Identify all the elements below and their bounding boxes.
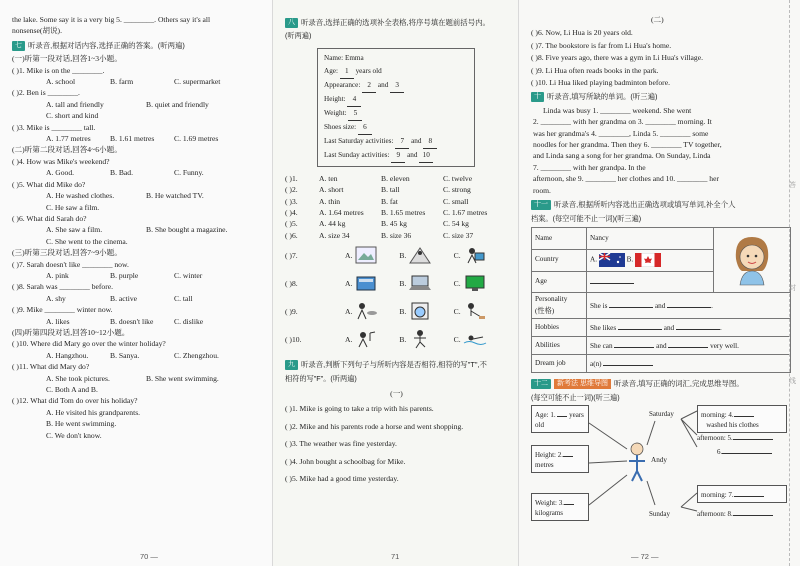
section-11-header bbox=[531, 199, 790, 210]
mind-sunday-label: Sunday bbox=[649, 509, 670, 518]
answer-options bbox=[12, 384, 262, 395]
answer-option[interactable]: C. Funny. bbox=[174, 168, 204, 178]
answer-option[interactable]: B. He went swimming. bbox=[46, 419, 117, 429]
nancy-profile-table bbox=[531, 227, 791, 373]
true-false-item: ( )6. Now, Li Hua is 20 years old. bbox=[531, 28, 633, 38]
picture-question-10: ( )10. A. B. C. bbox=[285, 325, 508, 353]
section-12-header bbox=[531, 378, 790, 389]
answer-options bbox=[12, 76, 262, 87]
mind-map bbox=[531, 405, 790, 525]
answer-option[interactable]: B. He watched TV. bbox=[146, 191, 204, 201]
choice-question-row: ( )2. A. short B. tall C. strong bbox=[285, 184, 508, 195]
answer-option[interactable]: B. Sanya. bbox=[110, 350, 140, 360]
table-row: Dream job a(n) bbox=[532, 355, 791, 373]
profile-name: Name: Emma bbox=[324, 53, 364, 62]
section-title-cont: 相符的写"F"。(听两遍) bbox=[285, 373, 357, 383]
part-title: (四)听第四段对话,回答10~12小题。 bbox=[12, 327, 130, 337]
question: ( )6. What did Sarah do? bbox=[12, 213, 87, 223]
section-title: 听录音,根据对话内容,选择正确的答案。(听两遍) bbox=[28, 40, 185, 50]
choice-question-row: ( )1. A. ten B. eleven C. twelve bbox=[285, 173, 508, 184]
profile-age: Age: 1 years old bbox=[324, 65, 468, 79]
answer-options bbox=[12, 373, 262, 384]
question: ( )4. How was Mike's weekend? bbox=[12, 156, 110, 166]
true-false-item: ( )2. Mike and his parents rode a horse and went shopping. bbox=[285, 421, 464, 431]
text-line: the lake. Some say it is a very big 5. ________. Others say it's all bbox=[12, 15, 211, 24]
answer-option[interactable]: B. size 36 bbox=[381, 230, 412, 240]
swimming-icon bbox=[463, 329, 487, 349]
question: ( )10. Where did Mary go over the winter holiday? bbox=[12, 339, 166, 349]
part-title: (二)听第二段对话,回答4~6小题。 bbox=[12, 145, 122, 155]
answer-option[interactable]: C. size 37 bbox=[443, 230, 474, 240]
picture-question-7: ( )7. A. B. C. bbox=[285, 241, 508, 269]
answer-options bbox=[12, 202, 262, 213]
answer-option[interactable]: B. 45 kg bbox=[381, 219, 407, 229]
section-note: (听两遍) bbox=[285, 31, 312, 41]
answer-option[interactable]: A. tall and friendly bbox=[46, 99, 104, 109]
answer-option[interactable]: C. small bbox=[443, 196, 469, 206]
answer-options bbox=[12, 190, 262, 201]
answer-options bbox=[12, 167, 262, 178]
part-title: (三)听第三段对话,回答7~9小题。 bbox=[12, 248, 122, 258]
answer-option[interactable]: A. 1.77 metres bbox=[46, 134, 91, 144]
question: ( )5. What did Mike do? bbox=[12, 179, 86, 189]
table-row: Abilities She can and very well. bbox=[532, 337, 791, 355]
section-number-badge: 十 bbox=[531, 92, 544, 102]
true-false-item: ( )4. John bought a schoolbag for Mike. bbox=[285, 456, 406, 466]
choice-question-row: ( )5. A. 44 kg B. 45 kg C. 54 kg bbox=[285, 218, 508, 229]
answer-option[interactable]: B. fat bbox=[381, 196, 398, 206]
binding-mark: 答 bbox=[789, 182, 796, 189]
canada-flag-icon bbox=[635, 253, 661, 267]
answer-option[interactable]: A. Hangzhou. bbox=[46, 350, 89, 360]
book-icon bbox=[354, 273, 378, 293]
page-70 bbox=[0, 0, 272, 566]
true-false-item: ( )5. Mike had a good time yesterday. bbox=[285, 474, 399, 484]
text-line: nonsense(胡说). bbox=[12, 26, 62, 36]
true-false-item: ( )8. Five years ago, there was a gym in Li Hua's village. bbox=[531, 53, 703, 63]
section-note: (每空可能不止一词)(听三遍) bbox=[531, 392, 620, 402]
laptop-icon bbox=[408, 273, 432, 293]
mind-sat-afternoon: afternoon: 5. bbox=[697, 431, 773, 444]
section-7-header bbox=[12, 40, 262, 51]
answer-option[interactable]: A. likes bbox=[46, 316, 70, 326]
question: ( )12. What did Tom do over his holiday? bbox=[12, 396, 138, 406]
page-71 bbox=[272, 0, 518, 566]
answer-options bbox=[12, 133, 262, 144]
answer-option[interactable]: B. Bad. bbox=[110, 168, 133, 178]
question: ( )7. Sarah doesn't like ________ now. bbox=[12, 259, 129, 269]
answer-option[interactable]: C. 1.69 metres bbox=[174, 134, 219, 144]
profile-shoes: Shoes size: 6 bbox=[324, 121, 468, 135]
singing-icon bbox=[354, 329, 378, 349]
girl-portrait bbox=[714, 227, 791, 292]
true-false-list bbox=[531, 27, 790, 88]
picture-question-9: ( )9. A. B. C. bbox=[285, 297, 508, 325]
mind-sat-morning: morning: 4. washed his clothes bbox=[697, 405, 787, 433]
answer-option[interactable]: C. We don't know. bbox=[46, 430, 102, 440]
answer-option[interactable]: C. She went to the cinema. bbox=[46, 236, 128, 246]
section-number-badge: 七 bbox=[12, 41, 25, 51]
mind-sat-evening: 6. bbox=[717, 445, 772, 458]
answer-option[interactable]: A. She saw a film. bbox=[46, 225, 103, 235]
table-row: Name Nancy bbox=[532, 227, 791, 249]
answer-options bbox=[12, 316, 262, 327]
answer-option[interactable]: C. 1.67 metres bbox=[443, 208, 488, 218]
emma-profile-box bbox=[317, 48, 475, 167]
answer-option[interactable]: C. Both A and B. bbox=[46, 385, 98, 394]
mind-center-label: Andy bbox=[651, 455, 667, 464]
table-row: Personality (性格) She is and . bbox=[532, 293, 791, 319]
answer-option[interactable]: C. short and kind bbox=[46, 111, 99, 121]
australia-flag-icon bbox=[599, 253, 625, 267]
true-false-item: ( )1. Mike is going to take a trip with his parents. bbox=[285, 404, 434, 414]
answer-option[interactable]: A. size 34 bbox=[319, 230, 350, 240]
girl-avatar-icon bbox=[722, 229, 782, 287]
answer-option[interactable]: C. He saw a film. bbox=[46, 202, 100, 212]
true-false-item: ( )9. Li Hua often reads books in the park. bbox=[531, 65, 659, 75]
painting-icon bbox=[354, 245, 378, 265]
section-number-badge: 九 bbox=[285, 360, 298, 370]
question-parts bbox=[12, 53, 262, 441]
table-row: Hobbies She likes and . bbox=[532, 319, 791, 337]
answer-option[interactable]: C. twelve bbox=[443, 173, 473, 183]
answer-options bbox=[12, 236, 262, 247]
answer-options bbox=[12, 293, 262, 304]
question: ( )8. Sarah was ________ before. bbox=[12, 282, 114, 292]
answer-option[interactable]: A. school bbox=[46, 77, 76, 87]
answer-option[interactable]: B. active bbox=[110, 293, 137, 303]
mind-age-box: Age: 1. years old bbox=[531, 405, 589, 433]
mind-height-box: Height: 2. metres bbox=[531, 445, 589, 473]
climbing-icon bbox=[408, 245, 432, 265]
profile-saturday: Last Saturday activities: 7 and 8 bbox=[324, 135, 468, 149]
answer-option[interactable]: B. 1.61 metres bbox=[110, 134, 155, 144]
page-number: 71 bbox=[391, 551, 400, 561]
question: ( )2. Ben is ________. bbox=[12, 88, 80, 98]
new-method-tag: 新考法 思维导图 bbox=[554, 379, 611, 389]
choice-questions bbox=[285, 173, 508, 241]
mind-weight-box: Weight: 3. kilograms bbox=[531, 493, 589, 521]
mind-sun-afternoon: afternoon: 8. bbox=[697, 507, 773, 520]
section-number-badge: 十二 bbox=[531, 379, 551, 389]
question: ( )3. Mike is ________ tall. bbox=[12, 122, 96, 132]
question: ( )11. What did Mary do? bbox=[12, 362, 90, 372]
page-number: — 72 — bbox=[631, 551, 659, 561]
answer-option[interactable]: B. eleven bbox=[381, 173, 410, 183]
profile-weight: Weight: 5 bbox=[324, 107, 468, 121]
answer-options bbox=[12, 224, 262, 235]
reading-icon bbox=[463, 245, 487, 265]
binding-mark: 线 bbox=[789, 378, 796, 385]
profile-appearance: Appearance: 2 and 3 bbox=[324, 79, 468, 93]
sub-section-title: (二) bbox=[651, 15, 664, 24]
picture-question-8: ( )8. A. B. C. bbox=[285, 269, 508, 297]
true-false-list bbox=[285, 403, 508, 484]
mind-sun-morning: morning: 7. bbox=[697, 485, 787, 503]
answer-option[interactable]: C. dislike bbox=[174, 316, 204, 326]
washing-icon bbox=[408, 301, 432, 321]
table-row: Age bbox=[532, 271, 791, 293]
table-row: Country A. B. bbox=[532, 249, 791, 271]
cleaning-icon bbox=[463, 301, 487, 321]
page-number: 70 — bbox=[140, 551, 158, 561]
answer-options bbox=[12, 110, 262, 121]
section-9-header bbox=[285, 359, 508, 370]
answer-option[interactable]: A. Good. bbox=[46, 168, 75, 178]
answer-option[interactable]: A. He washed clothes. bbox=[46, 191, 115, 201]
answer-option[interactable]: A. 44 kg bbox=[319, 219, 346, 229]
answer-option[interactable]: A. short bbox=[319, 185, 344, 195]
section-number-badge: 十一 bbox=[531, 200, 551, 210]
answer-option[interactable]: C. supermarket bbox=[174, 77, 221, 87]
choice-question-row: ( )4. A. 1.64 metres B. 1.65 metres C. 1.67 metres bbox=[285, 207, 508, 218]
answer-option[interactable]: A. He visited his grandparents. bbox=[46, 407, 141, 417]
section-title: 听录音,填写正确的词汇,完成思维导图。 bbox=[613, 379, 744, 389]
answer-option[interactable]: A. pink bbox=[46, 270, 69, 280]
choice-question-row: ( )3. A. thin B. fat C. small bbox=[285, 196, 508, 207]
answer-option[interactable]: C. Zhengzhou. bbox=[174, 350, 219, 360]
mind-saturday-label: Saturday bbox=[649, 409, 674, 418]
profile-sunday: Last Sunday activities: 9 and 10 bbox=[324, 149, 468, 163]
section-title: 听录音,填写所缺的单词。(听三遍) bbox=[547, 92, 658, 102]
section-8-header bbox=[285, 17, 508, 28]
answer-option[interactable]: C. tall bbox=[174, 293, 193, 303]
answer-option[interactable]: A. She took pictures. bbox=[46, 373, 110, 383]
answer-options bbox=[12, 270, 262, 281]
answer-option[interactable]: B. She bought a magazine. bbox=[146, 225, 228, 235]
question: ( )1. Mike is on the ________. bbox=[12, 65, 105, 75]
true-false-item: ( )3. The weather was fine yesterday. bbox=[285, 439, 397, 449]
cooking-icon bbox=[354, 301, 378, 321]
sub-section-title: (一) bbox=[390, 389, 403, 399]
part-title: (一)听第一段对话,回答1~3小题。 bbox=[12, 54, 122, 64]
section-10-header bbox=[531, 91, 790, 102]
binding-mark: 封 bbox=[789, 285, 796, 292]
answer-option[interactable]: A. ten bbox=[319, 173, 338, 183]
tv-icon bbox=[463, 273, 487, 293]
dancing-icon bbox=[408, 329, 432, 349]
section-title: 听录音,判断下列句子与所听内容是否相符,相符的写"T",不 bbox=[301, 360, 487, 370]
picture-questions bbox=[285, 241, 508, 353]
section-number-badge: 八 bbox=[285, 18, 298, 28]
section-title: 听录音,根据所听内容选出正确选项或填写单词,补全个人 bbox=[554, 200, 736, 210]
answer-option[interactable]: C. winter bbox=[174, 270, 203, 280]
answer-option[interactable]: A. thin bbox=[319, 196, 341, 206]
answer-options bbox=[12, 350, 262, 361]
answer-options bbox=[12, 99, 262, 110]
profile-height: Height: 4 bbox=[324, 93, 468, 107]
answer-option[interactable]: B. quiet and friendly bbox=[146, 99, 209, 109]
choice-question-row: ( )6. A. size 34 B. size 36 C. size 37 bbox=[285, 230, 508, 241]
answer-option[interactable]: B. She went swimming. bbox=[146, 373, 219, 383]
answer-option[interactable]: B. purple bbox=[110, 270, 139, 280]
section-title: 听录音,选择正确的选项补全表格,将序号填在题前括号内。 bbox=[301, 18, 490, 27]
passage: Linda was busy 1. ________ weekend. She went 2. ________ with her grandma on 3. ________ morning. It was her grandma's 4. ________, Linda 5. ________ some noodles for her grandma. Then they 6. ________ TV together, and Linda sang a song for her grandma. On Sunday, Linda 7. ________ with her grandpa. In the afternoon, she 9. ________ her clothes and 10. ________ her room. bbox=[533, 105, 722, 195]
true-false-item: ( )10. Li Hua liked playing badminton before. bbox=[531, 78, 670, 88]
true-false-item: ( )7. The bookstore is far from Li Hua's home. bbox=[531, 40, 672, 50]
answer-option[interactable]: B. farm bbox=[110, 77, 134, 87]
page-72 bbox=[518, 0, 800, 566]
question: ( )9. Mike ________ winter now. bbox=[12, 305, 113, 315]
answer-option[interactable]: A. 1.64 metres bbox=[319, 208, 364, 218]
answer-option[interactable]: A. shy bbox=[46, 293, 66, 303]
answer-option[interactable]: B. doesn't like bbox=[110, 316, 154, 326]
answer-option[interactable]: C. 54 kg bbox=[443, 219, 469, 229]
answer-option[interactable]: B. 1.65 metres bbox=[381, 208, 426, 218]
section-title-cont: 档案。(每空可能不止一词)(听三遍) bbox=[531, 213, 642, 223]
answer-option[interactable]: B. tall bbox=[381, 185, 400, 195]
answer-option[interactable]: C. strong bbox=[443, 185, 471, 195]
